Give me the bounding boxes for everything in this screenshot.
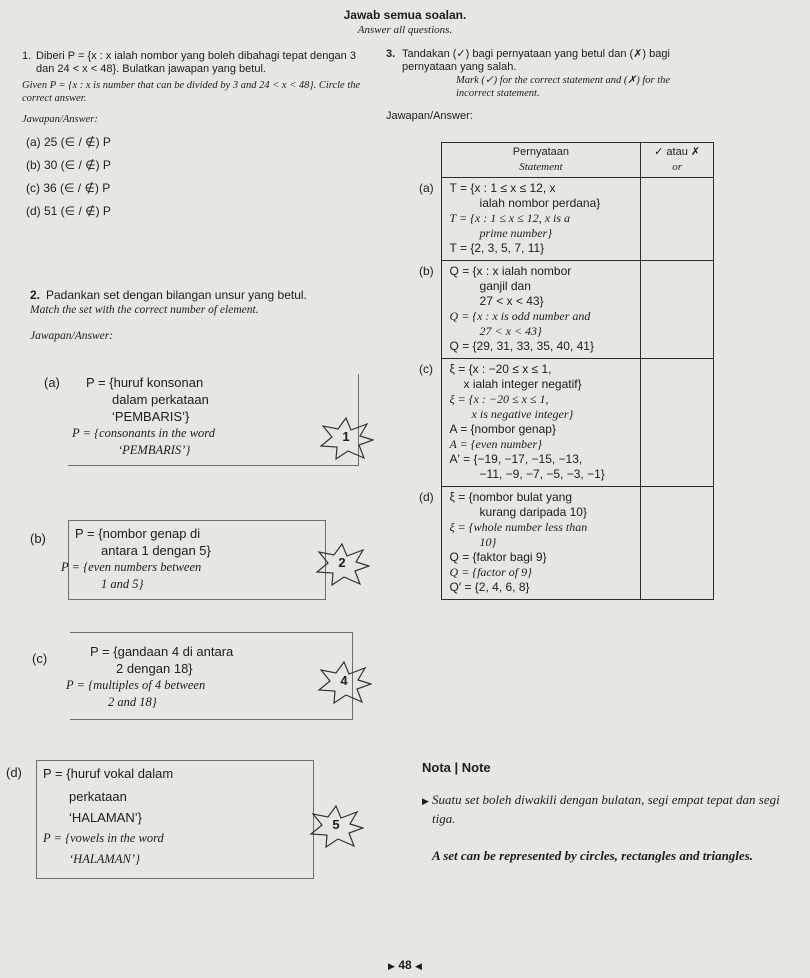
statement-line: A′ = {−19, −17, −15, −13, (449, 452, 583, 466)
question-number: 2. (30, 288, 41, 302)
header-text-en: or (672, 161, 683, 173)
row-label: (c) (419, 361, 433, 376)
statement-line: ξ = {whole number less than (449, 520, 588, 534)
set-text: P = {nombor genap di (75, 526, 201, 541)
number-star-5[interactable] (308, 804, 364, 848)
row-label (418, 143, 441, 178)
question-text-en: Match the set with the correct number of element. (30, 304, 259, 316)
set-text: perkataan (69, 789, 127, 804)
set-text: antara 1 dengan 5} (101, 543, 211, 558)
statement-line: Q = {x : x is odd number and (449, 309, 591, 323)
answer-b: (b) 30 (∈ / ∉) P (26, 158, 111, 172)
number-star-2[interactable] (314, 542, 370, 586)
page-number (0, 958, 810, 972)
statement-line: T = {x : 1 ≤ x ≤ 12, x (449, 181, 556, 195)
answer-a: (a) 25 (∈ / ∉) P (26, 135, 111, 149)
set-text: dalam perkataan (112, 392, 209, 407)
mark-cell[interactable] (641, 178, 714, 261)
page-arrow-right-icon: ▶ (388, 961, 395, 971)
note-text-en: A set can be represented by circles, rectangles and triangles. (432, 848, 754, 863)
question-text-en: Mark (✓) for the correct statement and (✗) for the incorrect statement. (456, 75, 671, 99)
mark-cell[interactable] (641, 261, 714, 359)
number-star-4[interactable] (316, 660, 372, 704)
table-row (418, 178, 714, 261)
set-text-en: ‘HALAMAN’} (69, 852, 140, 866)
star-number: 4 (340, 673, 348, 688)
question-text-bm: Tandakan (✓) bagi pernyataan yang betul dan (✗) bagi pernyataan yang salah. (402, 48, 670, 73)
number-star-1[interactable] (318, 416, 374, 460)
statement-line: 10} (479, 535, 497, 549)
table-row (418, 487, 714, 600)
question-number: 1. (22, 50, 32, 62)
header-mark (641, 143, 714, 178)
statement-line: 27 < x < 43} (479, 324, 542, 338)
header-text-en: Statement (519, 161, 563, 173)
header-statement (441, 143, 641, 178)
instruction-subtitle: Answer all questions. (357, 24, 453, 36)
note-text-bm: Suatu set boleh diwakili dengan bulatan, segi empat tepat dan segi tiga. (432, 792, 780, 826)
set-text-en: 2 and 18} (108, 695, 157, 709)
item-label: (c) (32, 651, 48, 666)
statement-line: ialah nombor perdana} (479, 196, 601, 210)
mark-cell[interactable] (641, 359, 714, 487)
statement-line: x is negative integer} (471, 407, 574, 421)
item-label: (a) (44, 375, 60, 390)
statement-line: ξ = {x : −20 ≤ x ≤ 1, (449, 392, 549, 406)
set-box (61, 520, 326, 600)
answer-label: Jawapan/Answer: (22, 114, 98, 125)
set-text: ‘HALAMAN’} (69, 810, 142, 825)
table-row (418, 261, 714, 359)
answer-label: Jawapan/Answer: (30, 330, 114, 342)
statement-line: T = {2, 3, 5, 7, 11} (449, 241, 545, 255)
answer-d: (d) 51 (∈ / ∉) P (26, 204, 111, 218)
page-arrow-left-icon: ◀ (415, 961, 422, 971)
question-text-bm: Padankan set dengan bilangan unsur yang betul. (46, 288, 307, 302)
statement-line: Q′ = {2, 4, 6, 8} (449, 580, 530, 594)
statement-line: Q = {29, 31, 33, 35, 40, 41} (449, 339, 594, 353)
row-label: (b) (419, 263, 434, 278)
statement-line: A = {nombor genap} (449, 422, 556, 436)
star-number: 2 (338, 555, 346, 570)
set-text-en: P = {multiples of 4 between (66, 678, 206, 692)
question-1 (22, 50, 372, 218)
statement-line: Q = {factor of 9} (449, 565, 532, 579)
statement-line: −11, −9, −7, −5, −3, −1} (479, 467, 605, 481)
row-label: (a) (419, 180, 434, 195)
question-text-en: Given P = {x : x is number that can be divided by 3 and 24 < x < 48}. Circle the correct answer. (22, 80, 361, 104)
table-row (418, 359, 714, 487)
answer-c: (c) 36 (∈ / ∉) P (26, 181, 111, 195)
set-text-en: P = {consonants in the word (72, 426, 215, 440)
answer-label: Jawapan/Answer: (386, 110, 473, 122)
note-bullet-icon: ▶ (422, 796, 429, 806)
statement-cell (441, 359, 641, 487)
star-number: 1 (342, 429, 350, 444)
mark-cell[interactable] (641, 487, 714, 600)
header-text: ✓ atau ✗ (654, 146, 701, 158)
set-text-en: ‘PEMBARIS’} (118, 443, 191, 457)
item-label: (b) (30, 531, 46, 546)
question-text-bm: Diberi P = {x : x ialah nombor yang boleh dibahagi tepat dengan 3 dan 24 < x < 48}. Bulatkan jawapan yang betul. (36, 50, 356, 75)
question-3 (386, 48, 706, 123)
statement-cell (441, 261, 641, 359)
set-box (68, 374, 359, 466)
statement-line: x ialah integer negatif} (463, 377, 582, 391)
note-title: Nota | Note (422, 760, 491, 775)
set-box (66, 632, 353, 720)
set-text-en: P = {even numbers between (61, 560, 202, 574)
statement-line: ξ = {x : −20 ≤ x ≤ 1, (449, 362, 552, 376)
set-text-en: 1 and 5} (101, 577, 144, 591)
statement-cell (441, 178, 641, 261)
header-text: Pernyataan (512, 146, 570, 158)
table-header-row (418, 143, 714, 178)
statement-line: ξ = {nombor bulat yang (449, 490, 572, 504)
statement-line: kurang daripada 10} (479, 505, 587, 519)
item-label: (d) (6, 765, 22, 780)
statement-line: A = {even number} (449, 437, 542, 451)
page-number-text: 48 (398, 958, 412, 972)
statement-line: T = {x : 1 ≤ x ≤ 12, x is a (449, 211, 571, 225)
row-label: (d) (419, 489, 434, 504)
set-text: P = {huruf konsonan (86, 375, 204, 390)
question-2 (30, 288, 375, 344)
statement-cell (441, 487, 641, 600)
star-number: 5 (332, 817, 340, 832)
statement-line: Q = {x : x ialah nombor (449, 264, 572, 278)
set-text-en: P = {vowels in the word (43, 831, 164, 845)
statement-line: ganjil dan (479, 279, 531, 293)
statement-line: 27 < x < 43} (479, 294, 544, 308)
set-text: P = {gandaan 4 di antara (90, 644, 234, 659)
statement-table (418, 142, 714, 600)
set-text: ‘PEMBARIS’} (112, 409, 190, 424)
statement-line: Q = {faktor bagi 9} (449, 550, 547, 564)
instruction-title: Jawab semua soalan. (343, 8, 467, 22)
statement-line: prime number} (479, 226, 552, 240)
question-number: 3. (386, 48, 396, 60)
set-text: P = {huruf vokal dalam (43, 766, 174, 781)
set-text: 2 dengan 18} (116, 661, 193, 676)
set-box (36, 760, 314, 879)
